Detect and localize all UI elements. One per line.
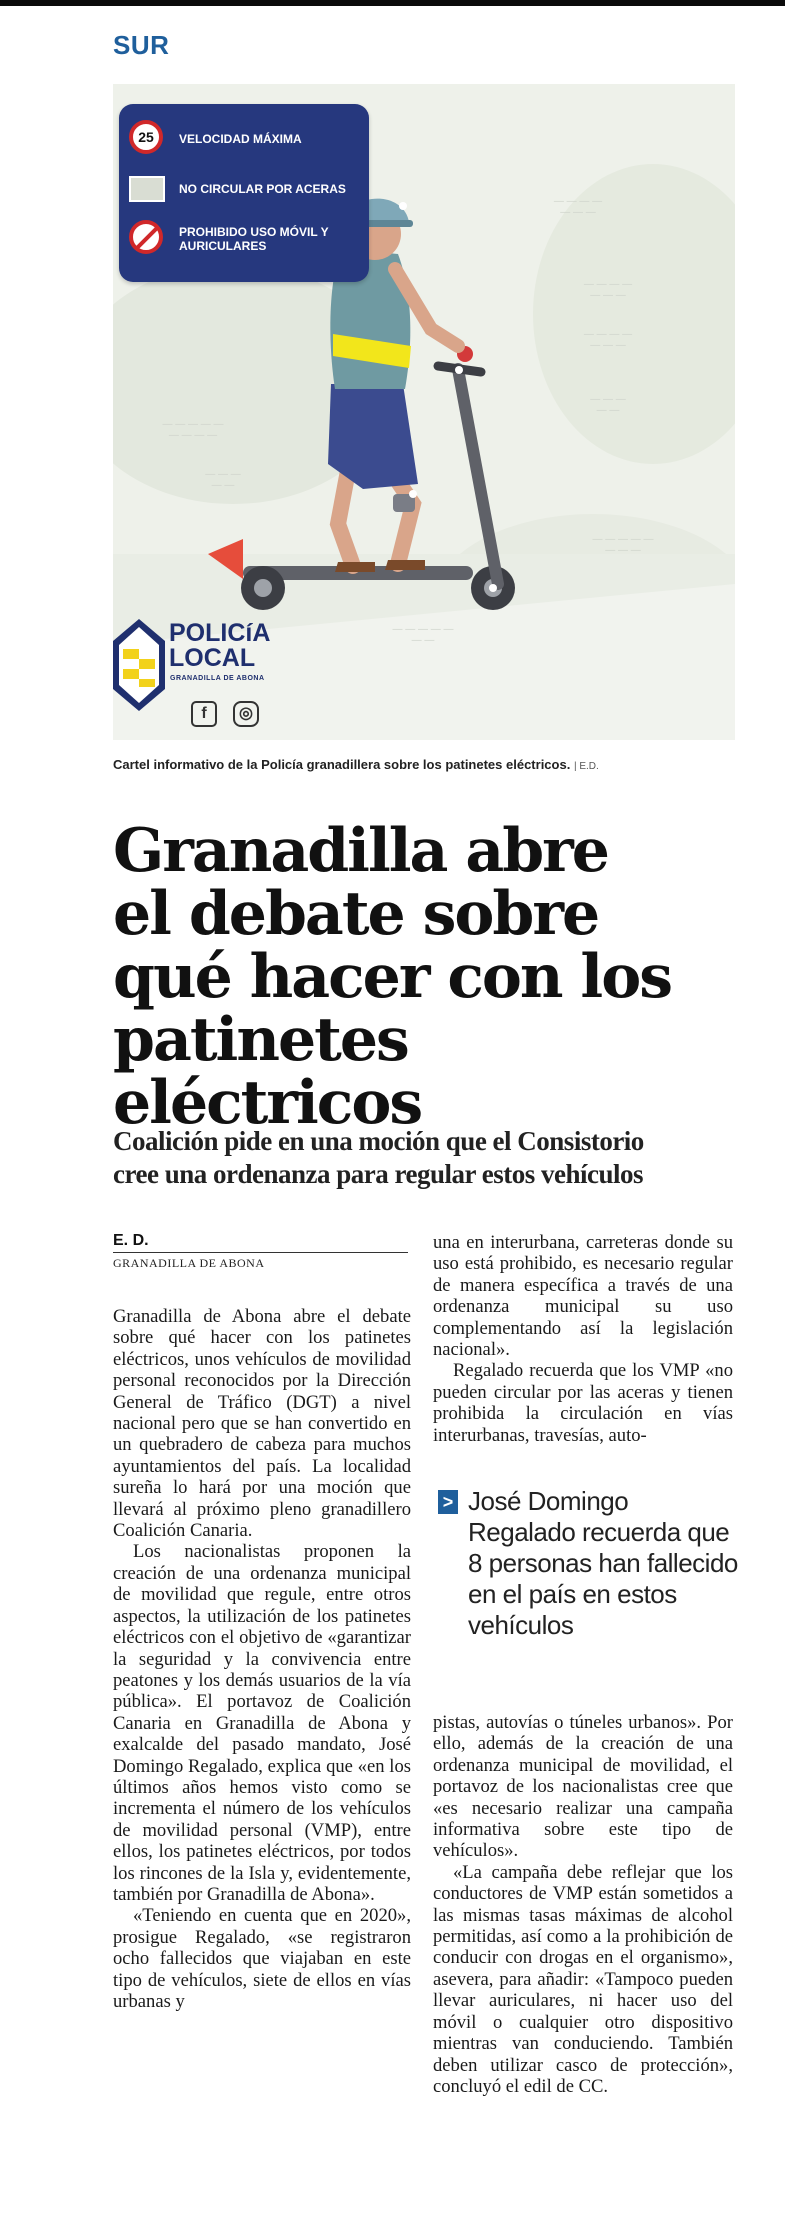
rule-sidewalk (129, 170, 369, 208)
callout-vest: — — — — — — — — — (162, 419, 224, 441)
photo-caption: Cartel informativo de la Policía granadillera sobre los patinetes eléctricos. | E.D. (113, 757, 599, 772)
rule-speed (129, 120, 369, 158)
callout-brakes: — — — — — (590, 394, 626, 416)
rule-label: PROHIBIDO USO MÓVIL Y AURICULARES (179, 225, 329, 253)
logo-name: POLICíA LOCAL (169, 619, 271, 672)
facebook-icon: f (191, 701, 217, 727)
callout-helmet: — — — — — — — (553, 196, 603, 218)
callout-rear-light: — — — — — — — — (592, 534, 654, 556)
body-column-2-top (433, 1232, 733, 1446)
rule-label: VELOCIDAD MÁXIMA (179, 132, 302, 146)
callout-reflector: — — — — — (205, 469, 241, 491)
callout-light: — — — — — — — (583, 279, 633, 301)
paragraph: Regalado recuerda que los VMP «no pueden circular por las aceras y tienen prohibida la circulación en vías interurbanas, travesías, auto- (433, 1360, 733, 1446)
pull-quote (438, 1486, 738, 1641)
instagram-icon: ◎ (233, 701, 259, 727)
no-sidewalk-icon (129, 176, 165, 202)
rule-label: NO CIRCULAR POR ACERAS (179, 182, 346, 196)
paragraph: Los nacionalistas proponen la creación de una ordenanza municipal de movilidad que regule, entre otros aspectos, la utilización de los patinetes eléctricos con el objetivo de «garantizar la seguridad y la convivencia entre peatones y los demás usuarios de la vía pública». El portavoz de Coalición Canaria en Granadilla de Abona y exalcalde del pasado mandato, José Domingo Regalado, explica que «en los últimos años hemos visto como se incrementa el número de los vehículos de movilidad personal (VMP), entre ellos, los patinetes eléctricos, por todos los rincones de la Isla y, evidentemente, también por Granadilla de Abona». (113, 1541, 411, 1905)
paragraph: «La campaña debe reflejar que los conductores de VMP están sometidos a las mismas tasas máximas de alcohol permitidas, así como a la prohibición de conducir con drogas en el organismo», asevera, para añadir: «Tampoco pueden llevar auriculares, ni hacer uso del móvil o cualquier otro dispositivo mientras van conduciendo. También deben utilizar casco de protección», concluyó el edil de CC. (433, 1861, 733, 2097)
photo-credit: | E.D. (573, 761, 599, 772)
pull-quote-text: José Domingo Regalado recuerda que 8 personas han fallecido en el país en estos vehículos (468, 1486, 738, 1640)
speed-limit-icon: 25 (129, 120, 163, 154)
paragraph: Granadilla de Abona abre el debate sobre qué hacer con los patinetes eléctricos, unos vehículos de movilidad personal reconocidos por la Dirección General de Tráfico (DGT) a nivel nacional pero que se han convertido en un quebradero de cabeza para muchos ayuntamientos del país. La localidad sureña lo hará por una moción que llevará al próximo pleno granadillero Coalición Canaria. (113, 1306, 411, 1542)
section-label: SUR (113, 30, 170, 60)
subheadline: Coalición pide en una moción que el Consistorio cree una ordenanza para regular estos vehículos (113, 1126, 644, 1189)
shield-icon (113, 619, 165, 711)
body-column-2-bottom (433, 1712, 733, 2097)
author: E. D. (113, 1232, 408, 1253)
rule-phone (129, 220, 369, 258)
dateline: GRANADILLA DE ABONA (113, 1256, 265, 1270)
no-phone-icon (129, 220, 163, 254)
rules-panel (119, 104, 369, 282)
body-column-1 (113, 1306, 411, 2012)
logo-subtitle: GRANADILLA DE ABONA (170, 675, 265, 682)
headline: Granadilla abre el debate sobre qué hacer con los patinetes eléctricos (113, 816, 672, 1138)
paragraph: una en interurbana, carreteras donde su uso está prohibido, es necesario regular de manera específica a través de una ordenanza municipal su uso complementando así la legislación nacional». (433, 1232, 733, 1361)
callout-bell: — — — — — — — (583, 329, 633, 351)
chevron-right-icon: > (438, 1490, 458, 1514)
poster-illustration (113, 84, 735, 740)
policia-local-logo (113, 611, 293, 731)
paragraph: pistas, autovías o túneles urbanos». Por ello, además de la creación de una ordenanza municipal de movilidad, el portavoz de los nacionalistas cree que «es necesario realizar una campaña informativa sobre este tipo de vehículos». (433, 1712, 733, 1862)
paragraph: «Teniendo en cuenta que en 2020», prosigue Regalado, «se registraron ocho fallecidos que viajaban en este tipo de vehículos, siete de ellos en vías urbanas y (113, 1905, 411, 2012)
callout-tyres: — — — — — — — (392, 624, 454, 646)
byline (113, 1232, 408, 1271)
top-rule (0, 0, 785, 6)
